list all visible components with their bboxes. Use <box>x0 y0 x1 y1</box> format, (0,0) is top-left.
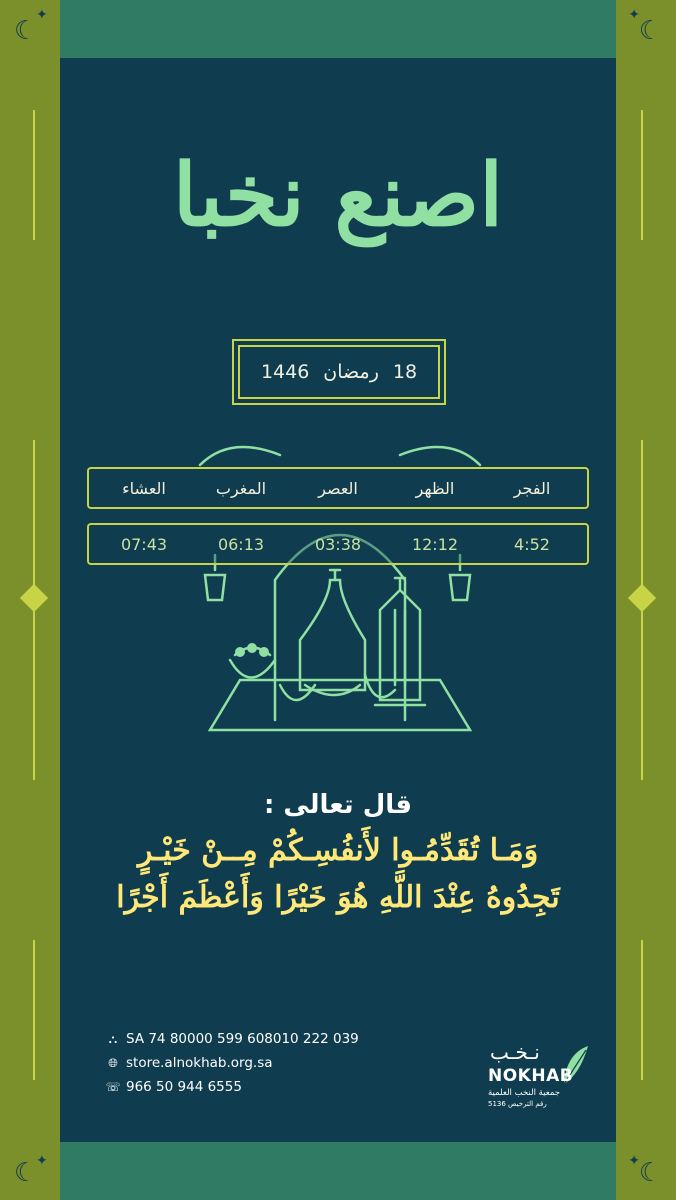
side-ornament-line <box>33 940 35 1080</box>
star-icon: ✦ <box>628 1153 640 1169</box>
top-border <box>60 0 616 58</box>
crescent-icon: ☾ <box>14 16 38 46</box>
iban-text: SA 74 80000 599 608010 222 039 <box>126 1031 359 1047</box>
main-title: اصنع نخبا <box>172 145 504 246</box>
phone-text[interactable]: 966 50 944 6555 <box>126 1079 242 1095</box>
date-year: 1446 <box>260 361 310 383</box>
logo-registration: رقم الترخيص 5136 <box>488 1100 547 1108</box>
star-icon: ✦ <box>628 7 640 23</box>
prayer-time-asr: 03:38 <box>314 534 362 554</box>
crescent-icon: ☾ <box>14 1158 38 1188</box>
bottom-border <box>60 1142 616 1200</box>
website-row[interactable] <box>106 1051 359 1075</box>
star-icon: ✦ <box>36 7 48 23</box>
prayer-time-dhuhr: 12:12 <box>411 534 459 554</box>
logo-english: NOKHAB <box>488 1066 574 1086</box>
crescent-icon: ☾ <box>638 16 662 46</box>
website-link[interactable]: store.alnokhab.org.sa <box>126 1055 273 1071</box>
prayer-time-maghrib: 06:13 <box>217 534 265 554</box>
date-day: 18 <box>392 361 418 383</box>
contact-info <box>106 1027 359 1099</box>
prayer-times-table <box>87 467 589 565</box>
prayer-time-fajr: 4:52 <box>514 534 550 554</box>
phone-icon: ☏ <box>105 1080 121 1094</box>
prayer-name-dhuhr: الظهر <box>415 478 455 498</box>
prayer-names-row <box>87 467 589 509</box>
verse-line-2: تَجِدُوهُ عِنْدَ اللَّهِ هُوَ خَيْرًا وَأَعْظَمَ أَجْرًا <box>116 880 560 915</box>
crescent-icon: ☾ <box>638 1158 662 1188</box>
prayer-name-isha: العشاء <box>122 478 166 498</box>
prayer-name-fajr: الفجر <box>513 478 551 498</box>
prayer-name-maghrib: المغرب <box>215 478 267 498</box>
star-icon: ✦ <box>36 1153 48 1169</box>
prayer-time-isha: 07:43 <box>120 534 168 554</box>
hijri-date-box <box>238 345 440 399</box>
date-month: رمضان <box>323 361 379 383</box>
logo-subtitle: جمعية النخب العلمية <box>488 1088 561 1098</box>
phone-row[interactable] <box>106 1075 359 1099</box>
prayer-name-asr: العصر <box>318 478 358 498</box>
iban-row <box>106 1027 359 1051</box>
side-ornament-line <box>641 940 643 1080</box>
nokhab-logo <box>488 1040 598 1120</box>
globe-icon: 🌐︎ <box>108 1055 118 1070</box>
verse-line-1: وَمَـا تُقَدِّمُـوا لأَنفُسِـكُمْ مِــنْ خَيْـرٍ <box>137 833 539 868</box>
prayer-times-row <box>87 523 589 565</box>
logo-arabic: نـخـب <box>490 1040 540 1064</box>
bank-icon: ⛬ <box>108 1031 118 1046</box>
verse-intro: قال تعالى : <box>263 790 413 820</box>
